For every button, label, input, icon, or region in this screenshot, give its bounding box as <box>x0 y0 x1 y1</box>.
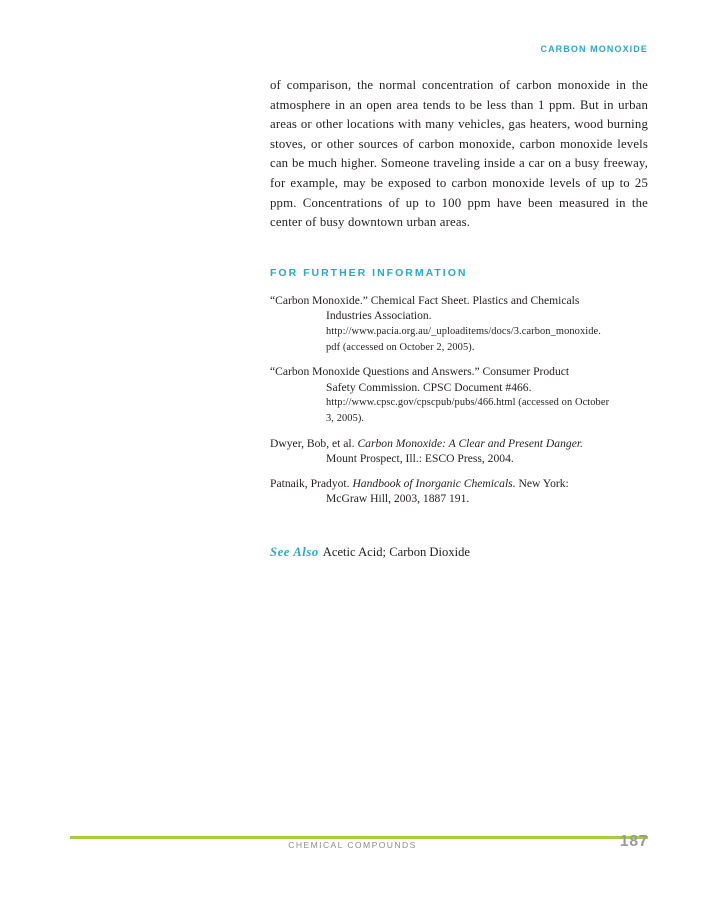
reference-line-2: Mount Prospect, Ill.: ESCO Press, 2004. <box>326 452 514 466</box>
reference-author: Dwyer, Bob, et al. <box>270 436 358 450</box>
reference-entry <box>270 436 648 467</box>
reference-title: Handbook of Inorganic Chemicals. <box>352 476 516 490</box>
see-also-links[interactable]: Acetic Acid; Carbon Dioxide <box>322 544 471 559</box>
reference-author: Patnaik, Pradyot. <box>270 476 353 490</box>
reference-line-2: Industries Association. <box>326 309 432 323</box>
reference-title: Carbon Monoxide: A Clear and Present Danger. <box>357 436 583 450</box>
reference-entry <box>270 476 648 507</box>
reference-url-line-2: 3, 2005). <box>326 412 365 424</box>
reference-entry <box>270 364 648 426</box>
reference-post: New York: <box>515 476 569 490</box>
reference-line-2: Safety Commission. CPSC Document #466. <box>326 380 532 394</box>
reference-url-line-1: http://www.pacia.org.au/_uploaditems/docs/3.carbon_monoxide. <box>326 325 601 337</box>
see-also-block <box>270 543 648 561</box>
page-number: 187 <box>619 833 648 850</box>
running-head: CARBON MONOXIDE <box>540 44 648 54</box>
reference-url-line-2: pdf (accessed on October 2, 2005). <box>326 341 475 353</box>
footer-rule <box>70 836 648 839</box>
reference-line-1: “Carbon Monoxide.” Chemical Fact Sheet. Plastics and Chemicals <box>270 293 580 307</box>
page-content <box>270 76 648 561</box>
reference-line-2: McGraw Hill, 2003, 1887 191. <box>326 492 470 506</box>
body-paragraph: of comparison, the normal concentration of carbon monoxide in the atmosphere in an open area tends to be less than 1 ppm. But in urban areas or other locations with many vehicles, gas heaters, wood burning stoves, or other sources of carbon monoxide, carbon monoxide levels can be much higher. Someone traveling inside a car on a busy freeway, for example, may be exposed to carbon monoxide levels of up to 25 ppm. Concentrations of up to 100 ppm have been measured in the center of busy downtown urban areas. <box>270 78 648 230</box>
reference-url-line-1: http://www.cpsc.gov/cpscpub/pubs/466.html (accessed on October <box>326 397 610 409</box>
reference-entry <box>270 293 648 355</box>
see-also-label: See Also <box>270 544 319 559</box>
footer-series-title: CHEMICAL COMPOUNDS <box>288 840 417 850</box>
section-heading-further-information: FOR FURTHER INFORMATION <box>270 266 468 279</box>
reference-line-1: “Carbon Monoxide Questions and Answers.” Consumer Product <box>270 365 570 379</box>
